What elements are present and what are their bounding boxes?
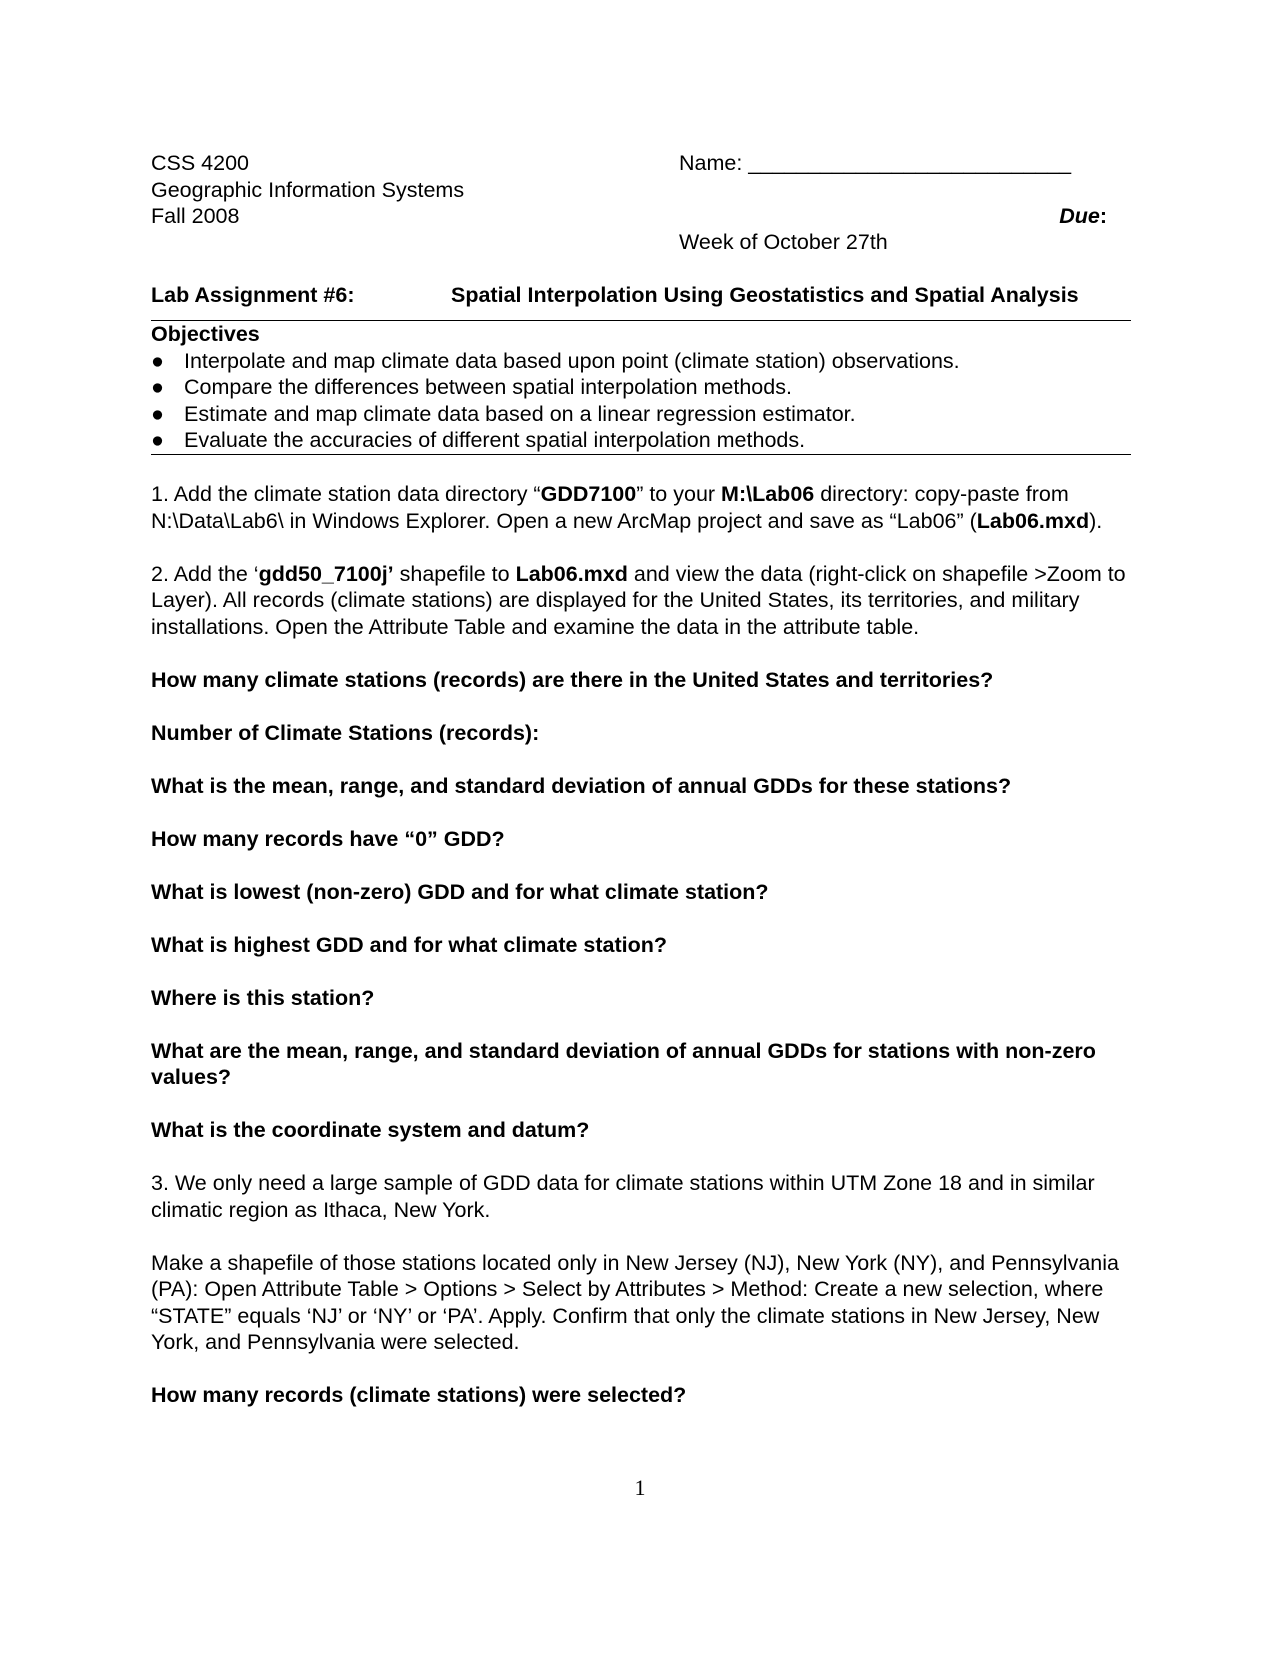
question: How many records have “0” GDD? — [151, 826, 505, 851]
objective-item — [151, 374, 1131, 401]
document-header — [151, 150, 1131, 256]
course-term: Fall 2008 — [151, 204, 240, 228]
step-1-text: ). — [1089, 508, 1103, 533]
directory-name: GDD7100 — [540, 482, 637, 506]
objectives-section — [151, 321, 1131, 454]
step-3-instructions: Make a shapefile of those stations located only in New Jersey (NJ), New York (NY), and Pennsylvania (PA): Open Attribute Table > Options > Select by Attributes > Method: Create a new selection, where “STATE” equals ‘NJ’ or ‘NY’ or ‘PA’. Apply. Confirm that only the climate stations in New Jersey, New York, and Pennsylvania were selected. — [151, 1250, 1119, 1354]
question: What is the mean, range, and standard deviation of annual GDDs for these stations? — [151, 773, 1012, 798]
question: Where is this station? — [151, 985, 375, 1010]
step-3: 3. We only need a large sample of GDD data for climate stations within UTM Zone 18 and in similar climatic region as Ithaca, New York. — [151, 1171, 1095, 1222]
question: How many records (climate stations) were selected? — [151, 1383, 687, 1407]
course-title: Geographic Information Systems — [151, 177, 465, 202]
bullet-icon: ● — [151, 428, 164, 452]
question: How many climate stations (records) are there in the United States and territories? — [151, 667, 994, 692]
due-date: Week of October 27th — [679, 230, 888, 254]
objective-text: Interpolate and map climate data based upon point (climate station) observations. — [184, 348, 960, 373]
due-label — [1059, 203, 1107, 230]
shapefile-name: gdd50_7100j’ — [258, 561, 394, 586]
lab-number: Lab Assignment #6: — [151, 283, 355, 307]
due-word: Due — [1059, 204, 1100, 228]
page-number: 1 — [634, 1475, 646, 1500]
objective-text: Compare the differences between spatial interpolation methods. — [184, 375, 792, 399]
bullet-icon: ● — [151, 401, 164, 426]
target-directory: M:\Lab06 — [721, 482, 815, 506]
step-2-text: and view the data (right-click on shapefile >Zoom to Layer). All records (climate stations) are displayed for the United States, its territories, and military installations. Open the Attribute Table and examine the data in the attribute table. — [151, 561, 1126, 639]
question: Number of Climate Stations (records): — [151, 720, 540, 745]
objective-item — [151, 401, 1131, 428]
objective-item — [151, 427, 1131, 454]
bullet-icon: ● — [151, 375, 164, 399]
step-2-text: 2. Add the ‘ — [151, 561, 259, 586]
step-2 — [151, 561, 1131, 641]
objective-text: Estimate and map climate data based on a linear regression estimator. — [184, 401, 856, 426]
course-info — [151, 150, 464, 230]
project-file: Lab06.mxd — [976, 508, 1090, 533]
project-file: Lab06.mxd — [515, 561, 628, 586]
step-1 — [151, 481, 1131, 534]
step-1-text: 1. Add the climate station data directory “ — [151, 482, 541, 506]
bullet-icon: ● — [151, 348, 164, 373]
course-code: CSS 4200 — [151, 151, 250, 175]
step-1-text: ” to your — [636, 482, 722, 506]
objective-text: Evaluate the accuracies of different spatial interpolation methods. — [184, 428, 806, 452]
question: What is highest GDD and for what climate station? — [151, 932, 668, 957]
due-colon: : — [1099, 204, 1107, 228]
step-2-text: shapefile to — [393, 561, 516, 586]
objective-item — [151, 348, 1131, 375]
objectives-title: Objectives — [151, 322, 260, 346]
step-1-text: directory: copy-paste from N:\Data\Lab6\ in Windows Explorer. Open a new ArcMap project and save as “Lab06” ( — [151, 482, 1069, 533]
question: What is lowest (non-zero) GDD and for what climate station? — [151, 879, 769, 904]
lab-heading — [151, 282, 1131, 309]
question: What are the mean, range, and standard deviation of annual GDDs for stations with non-zero values? — [151, 1038, 1096, 1089]
objectives-list — [151, 348, 1131, 454]
question: What is the coordinate system and datum? — [151, 1118, 590, 1142]
document-page — [151, 150, 1131, 1409]
name-field: Name: ___________________________ — [679, 151, 1072, 175]
lab-title: Spatial Interpolation Using Geostatistics and Spatial Analysis — [451, 283, 1079, 307]
